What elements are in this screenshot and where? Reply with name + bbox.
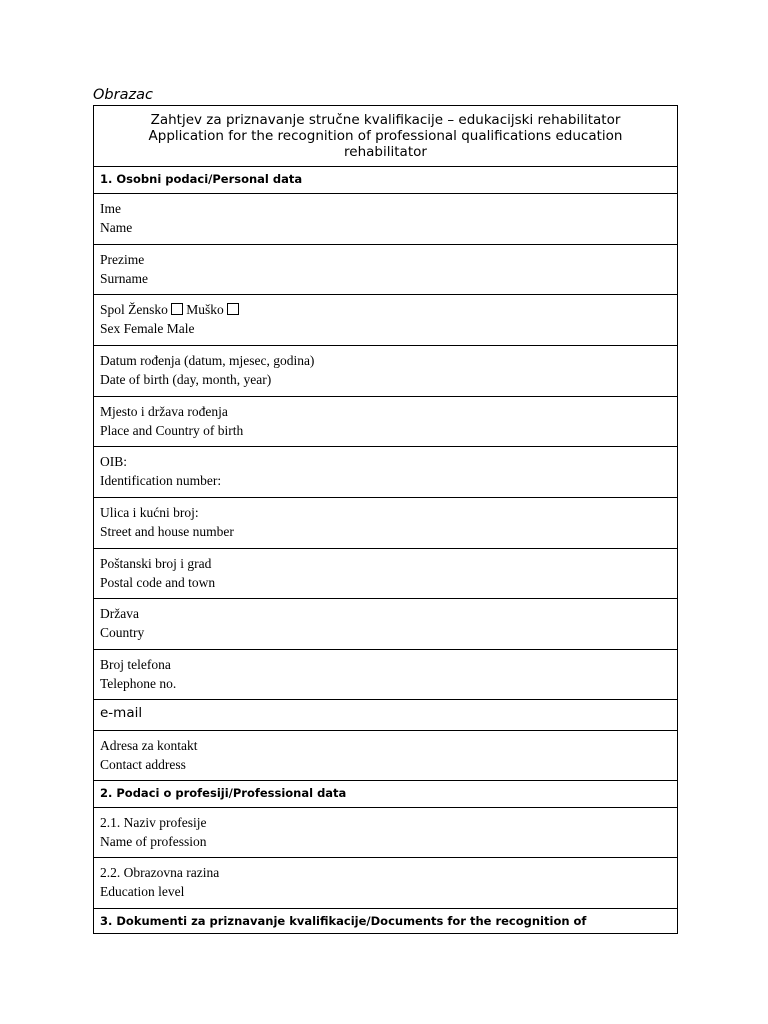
field-dob-label-en: Date of birth (day, month, year)	[100, 371, 272, 387]
sex-female-label: Žensko	[128, 302, 168, 317]
male-checkbox[interactable]	[227, 303, 239, 315]
title-line-en-cont: rehabilitator	[344, 144, 427, 160]
field-telephone[interactable]	[94, 650, 677, 700]
field-contact-label-en: Contact address	[100, 756, 186, 772]
field-contact-address[interactable]	[94, 731, 677, 781]
field-street-label-en: Street and house number	[100, 523, 234, 539]
field-contact-label-hr: Adresa za kontakt	[100, 738, 198, 753]
field-education-label-en: Education level	[100, 883, 185, 899]
field-surname-label-hr: Prezime	[100, 252, 145, 267]
field-country-label-en: Country	[100, 624, 145, 640]
sex-label-hr: Spol	[100, 302, 125, 317]
form-label: Obrazac	[93, 87, 153, 103]
field-profession[interactable]	[94, 808, 677, 858]
field-phone-label-en: Telephone no.	[100, 675, 177, 691]
field-name-label-hr: Ime	[100, 201, 121, 216]
field-education-label-hr: 2.2. Obrazovna razina	[100, 865, 220, 880]
field-email-label: e-mail	[100, 705, 143, 721]
field-oib-label-hr: OIB:	[100, 454, 127, 469]
title-line-en: Application for the recognition of professional qualifications education	[148, 128, 623, 144]
field-dob-label-hr: Datum rođenja (datum, mjesec, godina)	[100, 353, 315, 368]
field-surname[interactable]	[94, 245, 677, 295]
section-documents: 3. Dokumenti za priznavanje kvalifikacije/Documents for the recognition of	[100, 914, 587, 928]
field-sex-options	[100, 301, 677, 320]
field-birthplace-label-en: Place and Country of birth	[100, 422, 244, 438]
field-name[interactable]	[94, 194, 677, 245]
field-surname-label-en: Surname	[100, 270, 148, 286]
field-oib-label-en: Identification number:	[100, 472, 222, 488]
title-line-hr: Zahtjev za priznavanje stručne kvalifikacije – edukacijski rehabilitator	[150, 112, 621, 128]
field-profession-label-en: Name of profession	[100, 833, 207, 849]
field-oib[interactable]	[94, 447, 677, 498]
field-country[interactable]	[94, 599, 677, 650]
field-phone-label-hr: Broj telefona	[100, 657, 171, 672]
female-checkbox[interactable]	[171, 303, 183, 315]
field-profession-label-hr: 2.1. Naziv profesije	[100, 815, 207, 830]
application-form-table	[93, 105, 678, 934]
field-date-of-birth[interactable]	[94, 346, 677, 397]
section-professional-data: 2. Podaci o profesiji/Professional data	[94, 781, 677, 808]
field-postal-label-hr: Poštanski broj i grad	[100, 556, 212, 571]
field-street[interactable]	[94, 498, 677, 549]
sex-male-label: Muško	[186, 302, 224, 317]
field-postal-label-en: Postal code and town	[100, 574, 216, 590]
field-street-label-hr: Ulica i kućni broj:	[100, 505, 199, 520]
section-personal-data: 1. Osobni podaci/Personal data	[94, 167, 677, 194]
field-country-label-hr: Država	[100, 606, 139, 621]
field-postal-code[interactable]	[94, 549, 677, 599]
form-title	[94, 106, 677, 167]
field-email[interactable]	[94, 700, 677, 731]
field-birthplace[interactable]	[94, 397, 677, 447]
field-name-label-en: Name	[100, 219, 133, 235]
field-education-level[interactable]	[94, 858, 677, 909]
field-sex	[94, 295, 677, 346]
field-sex-label-en: Sex Female Male	[100, 320, 195, 336]
field-birthplace-label-hr: Mjesto i država rođenja	[100, 404, 228, 419]
